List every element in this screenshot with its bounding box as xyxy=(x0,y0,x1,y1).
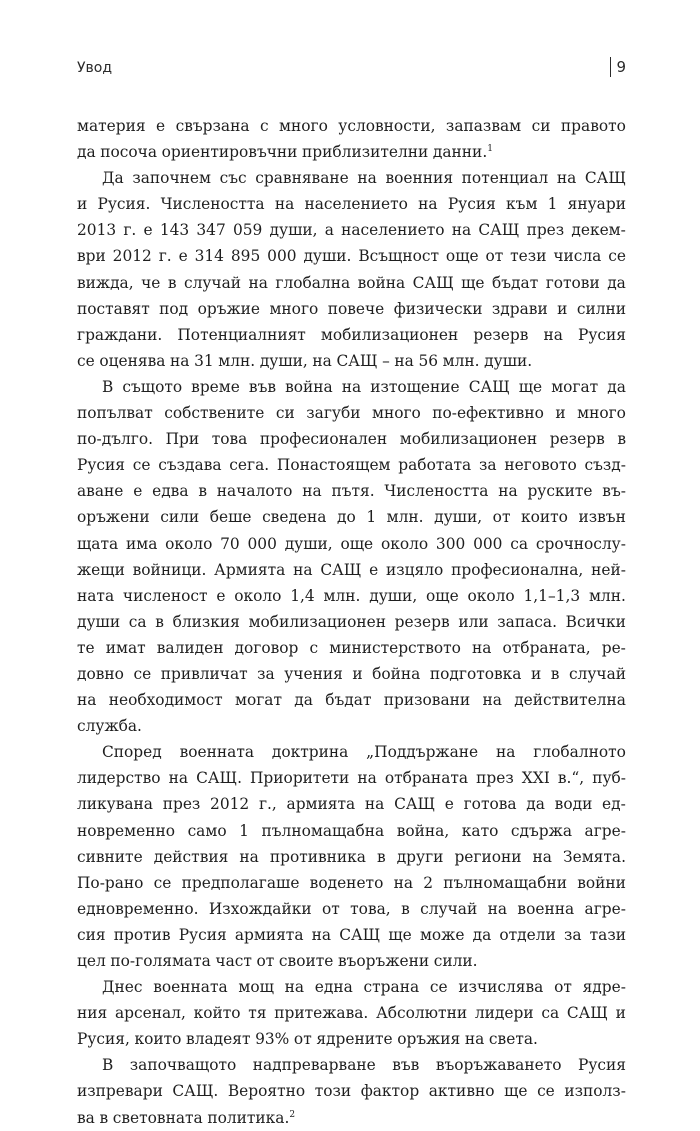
text-line: цел по-голямата част от своите въоръжени сили. xyxy=(77,952,478,970)
footnote-marker: 1 xyxy=(487,143,493,154)
text-line: по-дълго. При това професионален мобилизационен резерв в xyxy=(77,430,626,449)
text-line: сивните действия на противника в други региони на Земята. xyxy=(77,847,626,866)
text-line: се оценява на 31 млн. души, на САЩ – на 56 млн. души. xyxy=(77,351,533,370)
running-header xyxy=(77,57,626,81)
text-line: материя е свързана с много условности, запазвам си правото xyxy=(77,117,626,135)
text-line: В същото време във война на изтощение САЩ ще могат да xyxy=(102,377,626,396)
paragraph xyxy=(77,113,626,165)
text-line: да посоча ориентировъчни приблизителни данни.$^1$ xyxy=(77,143,493,162)
page-number-divider xyxy=(610,57,611,77)
text-line: изпревари САЩ. Вероятно този фактор активно ще се използ- xyxy=(77,1082,626,1101)
text-line: аване е едва в началото на пътя. Числеността на руските въ- xyxy=(77,482,626,501)
paragraph xyxy=(77,1052,626,1130)
text-line: По-рано се предполагаше воденето на 2 пълномащабни войни xyxy=(77,873,626,892)
text-line: поставят под оръжие много повече физически здрави и силни xyxy=(77,299,626,318)
page-number-block xyxy=(610,57,626,77)
paragraph xyxy=(77,374,626,739)
text-line: В започващото надпреварване във въоръжаването Русия xyxy=(102,1056,626,1075)
text-line: ликувана през 2012 г., армията на САЩ е готова да води ед- xyxy=(77,795,626,814)
text-line: те имат валиден договор с министерството на отбраната, ре- xyxy=(77,638,626,657)
text-line: на необходимост могат да бъдат призовани на действителна xyxy=(77,691,626,710)
paragraph xyxy=(77,974,626,1052)
text-line: граждани. Потенциалният мобилизационен резерв на Русия xyxy=(77,325,626,344)
text-line: ния арсенал, който тя притежава. Абсолютни лидери са САЩ и xyxy=(77,1004,626,1023)
footnote-marker: 2 xyxy=(289,1109,296,1120)
text-line: души са в близкия мобилизационен резерв или запаса. Всички xyxy=(77,612,626,631)
paragraph xyxy=(77,165,626,374)
text-line: ната численост е около 1,4 млн. души, още около 1,1–1,3 млн. xyxy=(77,586,626,605)
text-line: жещи войници. Армията на САЩ е изцяло професионална, ней- xyxy=(77,560,626,579)
text-line: и Русия. Числеността на населението на Русия към 1 януари xyxy=(77,195,626,214)
text-line: оръжени сили беше сведена до 1 млн. души, от които извън xyxy=(77,508,626,527)
text-line: новременно само 1 пълномащабна война, като сдържа агре- xyxy=(77,821,626,840)
text-line: 2013 г. е 143 347 059 души, а населението на САЩ през декем- xyxy=(77,221,626,240)
page-number: 9 xyxy=(616,58,626,76)
text-line: сия против Русия армията на САЩ ще може да отдели за тази xyxy=(77,925,626,944)
text-line: служба. xyxy=(77,717,142,736)
text-line: попълват собствените си загуби много по-ефективно и много xyxy=(77,404,626,423)
body-text xyxy=(77,113,626,1131)
text-line: Русия се създава сега. Понастоящем работата за неговото създ- xyxy=(77,456,626,475)
text-line: Да започнем със сравняване на военния потенциал на САЩ xyxy=(102,169,626,188)
paragraph xyxy=(77,739,626,974)
text-line: ва в световната политика.$^2$ xyxy=(77,1108,296,1127)
text-line: Днес военната мощ на една страна се изчислява от ядре- xyxy=(102,978,626,997)
text-line: едновременно. Изхождайки от това, в случай на военна агре- xyxy=(77,899,626,918)
text-line: довно се привличат за учения и бойна подготовка и в случай xyxy=(77,664,626,683)
text-line: лидерство на САЩ. Приоритети на отбраната през XXI в.“, пуб- xyxy=(77,769,626,788)
text-line: ври 2012 г. е 314 895 000 души. Всъщност още от тези числа се xyxy=(77,247,626,266)
text-line: Според военната доктрина „Поддържане на глобалното xyxy=(102,743,626,762)
text-line: щата има около 70 000 души, още около 300 000 са срочнослу- xyxy=(77,534,626,553)
section-title: Увод xyxy=(77,60,113,76)
text-line: Русия, които владеят 93% от ядрените оръжия на света. xyxy=(77,1030,538,1049)
text-line: вижда, че в случай на глобална война САЩ ще бъдат готови да xyxy=(77,273,626,292)
